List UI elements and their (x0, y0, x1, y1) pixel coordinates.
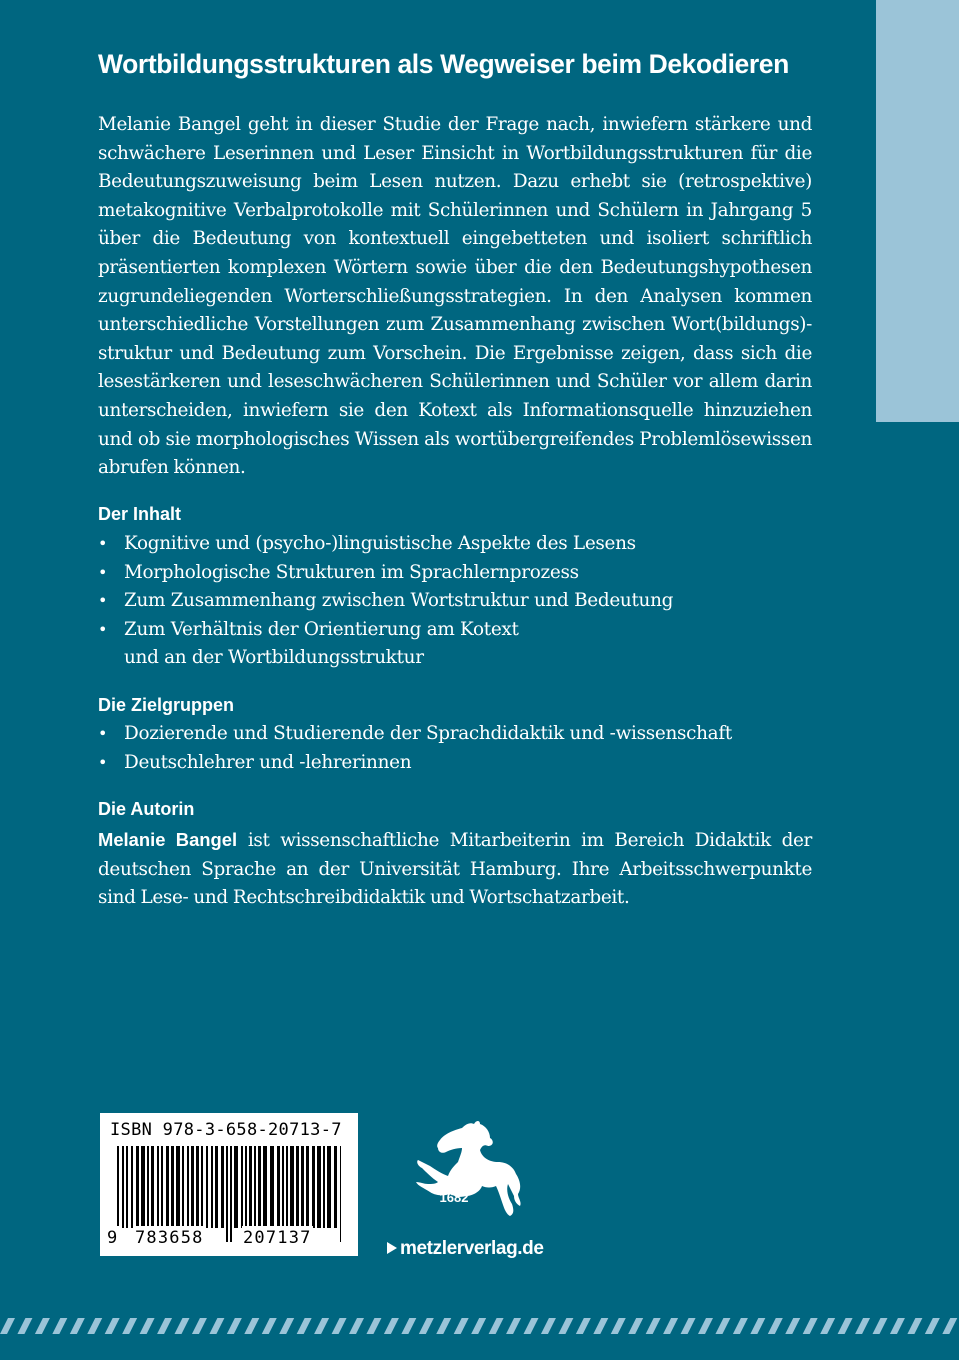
band-stripe (297, 1318, 312, 1334)
barcode-bar (249, 1146, 252, 1228)
barcode-bar (176, 1146, 180, 1228)
band-stripe (192, 1318, 207, 1334)
barcode-bar (171, 1146, 174, 1228)
band-stripe (907, 1318, 922, 1334)
bullet-icon: • (98, 724, 108, 743)
barcode-bar (136, 1146, 139, 1228)
side-tab-accent (876, 0, 959, 422)
barcode-bar (147, 1146, 149, 1228)
barcode-bar (306, 1146, 309, 1228)
barcode-digit-group-right: 207137 (243, 1228, 312, 1248)
barcode-bar (191, 1146, 194, 1228)
band-stripe (768, 1318, 783, 1334)
inhalt-list (98, 530, 812, 673)
band-stripe (925, 1318, 940, 1334)
band-stripe (541, 1318, 556, 1334)
inhalt-heading: Der Inhalt (98, 504, 182, 524)
band-stripe (855, 1318, 870, 1334)
barcode-bar (141, 1146, 145, 1228)
author-bio (98, 826, 812, 913)
bullet-icon: • (98, 752, 108, 772)
list-item: • Morphologische Strukturen im Sprachlernprozess (98, 559, 812, 588)
barcode-bar (312, 1146, 315, 1228)
horse-icon (410, 1116, 528, 1224)
publisher-website-link[interactable] (387, 1237, 544, 1261)
barcode-bar (301, 1146, 304, 1228)
book-title: Wortbildungsstrukturen als Wegweiser beim Dekodieren (98, 49, 789, 79)
barcode-bar (263, 1146, 267, 1228)
barcode-bar (206, 1146, 208, 1228)
barcode-bar (334, 1146, 337, 1228)
arrow-right-icon (387, 1242, 397, 1254)
band-stripe (890, 1318, 905, 1334)
band-stripe (838, 1318, 853, 1334)
barcode-bar (122, 1146, 124, 1228)
band-stripe (349, 1318, 364, 1334)
author-name: Melanie Bangel (98, 829, 238, 850)
band-stripe (332, 1318, 347, 1334)
band-stripe (715, 1318, 730, 1334)
band-stripe (175, 1318, 190, 1334)
band-stripe (52, 1318, 67, 1334)
autorin-heading: Die Autorin (98, 799, 195, 819)
barcode-bar (161, 1146, 163, 1228)
band-stripe (454, 1318, 469, 1334)
barcode-bar (286, 1146, 288, 1228)
barcode-digit-group-left: 783658 (135, 1228, 204, 1248)
band-stripe (558, 1318, 573, 1334)
barcode-bar (270, 1146, 274, 1228)
band-stripe (628, 1318, 643, 1334)
band-stripe (122, 1318, 137, 1334)
barcode-bar (221, 1146, 224, 1228)
band-stripe (611, 1318, 626, 1334)
barcode-bar (290, 1146, 294, 1228)
barcode-bar (258, 1146, 261, 1228)
band-stripe (646, 1318, 661, 1334)
barcode-bar (323, 1146, 325, 1228)
barcode-bar (317, 1146, 321, 1228)
barcode-bar (234, 1146, 238, 1228)
band-stripe (942, 1318, 957, 1334)
barcode-bar (196, 1146, 199, 1228)
band-stripe (157, 1318, 172, 1334)
band-stripe (820, 1318, 835, 1334)
barcode-bar (296, 1146, 299, 1228)
band-stripe (244, 1318, 259, 1334)
band-stripe (576, 1318, 591, 1334)
band-stripe (262, 1318, 277, 1334)
zielgruppen-list (98, 720, 812, 777)
barcode-bar (126, 1146, 128, 1228)
band-stripe (681, 1318, 696, 1334)
barcode-bar (245, 1146, 247, 1228)
barcode-bar (282, 1146, 284, 1228)
band-stripe (279, 1318, 294, 1334)
band-stripe (663, 1318, 678, 1334)
barcode-bar (254, 1146, 256, 1228)
barcode-bar (201, 1146, 203, 1228)
band-stripe (750, 1318, 765, 1334)
band-stripe (140, 1318, 155, 1334)
band-stripe (227, 1318, 242, 1334)
band-stripe (366, 1318, 381, 1334)
barcode-bar (211, 1146, 213, 1228)
barcode-bar (157, 1146, 159, 1228)
band-stripe (384, 1318, 399, 1334)
decorative-zigzag-band (0, 1318, 959, 1334)
band-stripe (314, 1318, 329, 1334)
band-stripe (785, 1318, 800, 1334)
band-stripe (401, 1318, 416, 1334)
band-stripe (471, 1318, 486, 1334)
barcode-bar (182, 1146, 184, 1228)
list-item: • Kognitive und (psycho-)linguistische Aspekte des Lesens (98, 530, 812, 559)
band-stripe (105, 1318, 120, 1334)
barcode-bar (215, 1146, 218, 1228)
band-stripe (35, 1318, 50, 1334)
list-item-continuation: und an der Wortbildungsstruktur (124, 647, 424, 669)
isbn-label: ISBN 978-3-658-20713-7 (110, 1120, 342, 1140)
band-stripe (733, 1318, 748, 1334)
band-stripe (17, 1318, 32, 1334)
barcode-digit-first: 9 (107, 1228, 119, 1248)
list-item: • Deutschlehrer und -lehrerinnen (98, 749, 812, 778)
band-stripe (436, 1318, 451, 1334)
band-stripe (70, 1318, 85, 1334)
barcode-bar (277, 1146, 280, 1228)
list-item: • Zum Verhältnis der Orientierung am Kotext und an der Wortbildungsstruktur (98, 616, 812, 673)
list-item: • Dozierende und Studierende der Sprachdidaktik und -wissenschaft (98, 720, 812, 749)
band-stripe (87, 1318, 102, 1334)
band-stripe (506, 1318, 521, 1334)
barcode-bar (151, 1146, 154, 1228)
band-stripe (0, 1318, 15, 1334)
band-stripe (209, 1318, 224, 1334)
barcode-bar (187, 1146, 189, 1228)
abstract-paragraph: Melanie Bangel geht in dieser Studie der Frage nach, inwiefern stärkere und schwächere Leserinnen und Leser Einsicht in Wortbildungsstrukturen für die Bedeutungszuweisung beim Lesen nutzen. Dazu erhebt sie (retrospektive) metakognitive Verbalprotokolle mit Schülerinnen und Schülern in Jahrgang 5 über die Bedeutung von kontextuell eingebetteten und isoliert schriftlich präsentierten komplexen Wörtern sowie über die den Bedeutungshypothesen zugrundeliegenden Worterschließungsstrategien. In den Analysen kommen unterschiedliche Vorstellungen zum Zusammenhang zwischen Wort(bildungs)-struktur und Bedeutung zum Vorschein. Die Ergebnisse zeigen, dass sich die lesestärkeren und leseschwächeren Schülerinnen und Schüler vor allem darin unterscheiden, inwiefern sie den Kotext als Informationsquelle hinzuziehen und ob sie morphologisches Wissen als wortübergreifendes Problemlösewissen abrufen können. (98, 114, 812, 479)
band-stripe (873, 1318, 888, 1334)
publisher-url: metzlerverlag.de (400, 1238, 544, 1259)
bullet-icon: • (98, 562, 108, 582)
band-stripe (524, 1318, 539, 1334)
isbn-barcode (100, 1113, 358, 1256)
barcode-bar (166, 1146, 169, 1228)
author-bio-text: ist wissenschaftliche Mitarbeiterin im Bereich Didaktik der deutschen Sprache an der Universität Hamburg. Ihre Arbeitsschwerpunkte sind Lese- und Rechtschreibdidaktik und Wortschatzarbeit. (98, 830, 813, 909)
barcode-bar (327, 1146, 331, 1228)
bullet-icon: • (98, 619, 108, 639)
barcode-bar (131, 1146, 133, 1228)
band-stripe (803, 1318, 818, 1334)
bullet-icon: • (98, 591, 108, 611)
band-stripe (419, 1318, 434, 1334)
list-item: • Zum Zusammenhang zwischen Wortstruktur und Bedeutung (98, 587, 812, 616)
barcode-digits (100, 1226, 358, 1250)
zielgruppen-heading: Die Zielgruppen (98, 695, 235, 715)
barcode-bar (241, 1146, 243, 1228)
bullet-icon: • (98, 534, 108, 553)
band-stripe (489, 1318, 504, 1334)
band-stripe (698, 1318, 713, 1334)
logo-year: 1682 (439, 1190, 469, 1205)
band-stripe (593, 1318, 608, 1334)
